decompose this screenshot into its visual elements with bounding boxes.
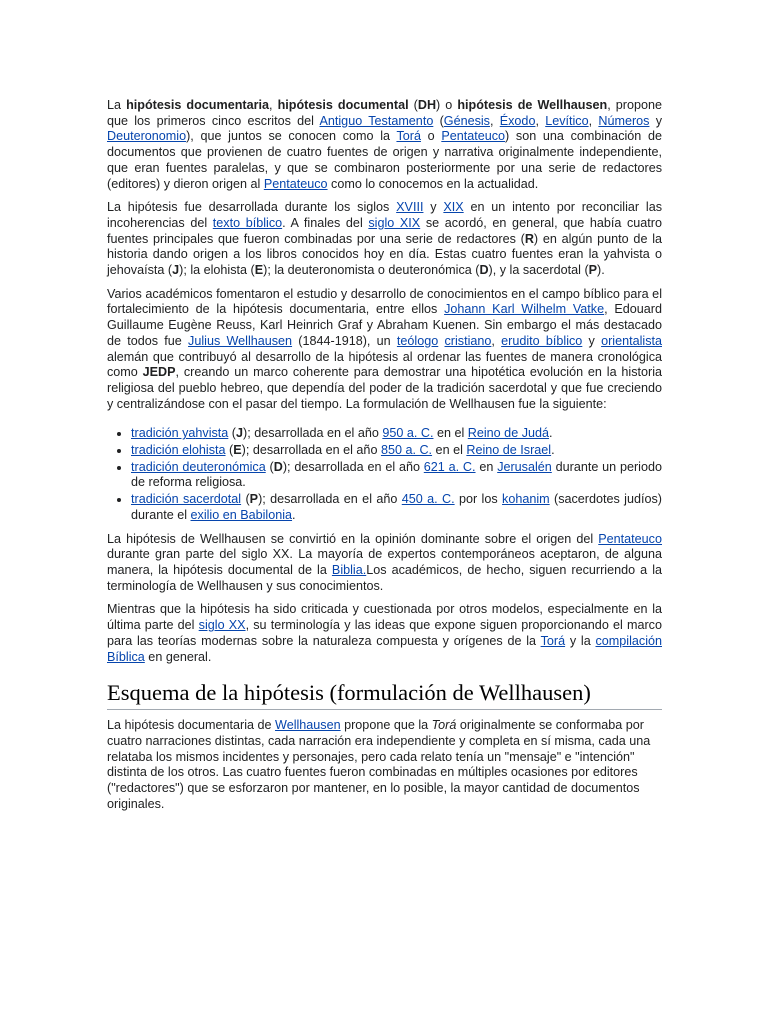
link-pentateuco[interactable]: Pentateuco [263,176,328,191]
list-item [131,443,662,459]
link-pentateuco[interactable]: Pentateuco [441,129,506,144]
list-item [131,492,662,523]
bold-term: E [254,263,264,278]
link-deuteronomio[interactable]: Deuteronomio [107,129,187,144]
bold-term: DH [417,98,437,112]
text: ); desarrollada en el año [258,492,402,507]
text: durante un periodo de reforma religiosa. [131,459,662,490]
link-siglo-xix[interactable]: siglo XIX [368,215,421,230]
text: alemán que contribuyó al desarrollo de la hipótesis al ordenar las fuentes de manera cronológica como [107,349,662,380]
bold-term: D [479,263,489,278]
link-erudito-biblico[interactable]: erudito bíblico [501,333,583,348]
text: ( [433,113,444,128]
paragraph-scholars [107,287,662,413]
link-reino-de-juda[interactable]: Reino de Judá [467,426,550,441]
link-numeros[interactable]: Números [598,113,650,128]
link-tradicion-sacerdotal[interactable]: tradición sacerdotal [131,492,242,507]
text: ); desarrollada en el año [243,426,383,441]
text: , Edouard Guillaume Eugène Reuss, Karl Heinrich Graf y Abraham Kuenen. Sin embargo el más destacado de todos fue [107,302,662,348]
bold-term: D [273,459,283,474]
link-genesis[interactable]: Génesis [443,113,490,128]
paragraph-criticism [107,602,662,665]
bold-term: hipótesis de Wellhausen [457,98,608,112]
link-texto-biblico[interactable]: texto bíblico [212,215,283,230]
link-pentateuco[interactable]: Pentateuco [598,531,662,546]
link-xviii[interactable]: XVIII [396,200,424,215]
list-item [131,426,662,442]
text: La [107,98,127,112]
text: ). [597,263,605,278]
text: en el [433,426,468,441]
link-levitico[interactable]: Levítico [545,113,589,128]
link-tora[interactable]: Torá [540,633,566,648]
text: o [420,129,442,144]
text: por los [454,492,503,507]
paragraph-development [107,200,662,279]
link-compilacion-biblica[interactable]: compilación Bíblica [107,633,662,664]
text: , creando un marco coherente para demostrar una hipotética evolución en la historia religiosa del pueblo hebreo, que dependía del poder de la tradición sacerdotal y que fue creciendo y centralizándose con el pasar del tiempo. La formulación de Wellhausen fue la siguiente: [107,365,663,411]
list-item [131,460,662,491]
text: ), y la sacerdotal ( [488,263,589,278]
text: ( [265,459,274,474]
text: se acordó, en general, que había cuatro fuentes principales que fueron combinadas por una serie de redactores ( [107,215,662,246]
link-antiguo-testamento[interactable]: Antiguo Testamento [319,113,434,128]
link-xix[interactable]: XIX [443,200,464,215]
text: ) en algún punto de la historia dando origen a los libros conocidos hoy en día. Estas cuatro fuentes eran la yahvista o jehovaísta ( [107,231,662,278]
text: (sacerdotes judíos) durante el [131,492,662,522]
bold-term: hipótesis documentaria [126,98,269,112]
text: propone que la [340,718,432,733]
text: ), que juntos se conocen como la [186,129,397,144]
link-reino-de-israel[interactable]: Reino de Israel [466,443,552,458]
link-vatke[interactable]: Johann Karl Wilhelm Vatke [444,302,605,317]
link-orientalista[interactable]: orientalista [601,333,662,348]
bold-term: E [233,443,242,458]
link-cristiano[interactable]: cristiano [444,333,492,348]
text: ( [228,426,237,441]
bold-term: JEDP [142,365,176,380]
italic-term: Torá [431,718,457,733]
text: . A finales del [282,215,369,230]
text: Los académicos, de hecho, siguen recurriendo a la terminología de Wellhausen y sus conocimientos. [107,562,663,593]
link-tradicion-deuteronomica[interactable]: tradición deuteronómica [131,459,266,474]
link-teologo[interactable]: teólogo [396,333,439,348]
text: , [535,113,546,128]
text: y [649,113,662,128]
paragraph-dominance [107,532,662,595]
sources-list [107,426,662,523]
article-body [107,98,662,820]
text: , [489,113,500,128]
link-wellhausen[interactable]: Julius Wellhausen [188,333,293,348]
link-exodo[interactable]: Éxodo [499,113,536,128]
text: La hipótesis de Wellhausen se convirtió en la opinión dominante sobre el origen del [107,531,599,546]
link-tradicion-elohista[interactable]: tradición elohista [131,443,226,458]
bold-term: P [588,263,598,278]
text: como lo conocemos en la actualidad. [327,176,539,191]
link-tora[interactable]: Torá [396,129,421,144]
link-biblia[interactable]: Biblia. [331,562,367,577]
text: en general. [144,649,212,664]
text: ); desarrollada en el año [282,459,424,474]
link-year[interactable]: 450 a. C. [401,492,455,507]
text: y la [565,633,596,648]
text: ( [225,443,234,458]
link-exilio-en-babilonia[interactable]: exilio en Babilonia [190,507,293,522]
text: originalmente se conformaba por cuatro narraciones distintas, cada narración era independiente y completa en sí misma, cada una relataba los mismos incidentes y personajes, pero cada relato tenía un "mensaje" e "intención" distinta de los otros. Las cuatro fuentes fueron combinadas en múltiples ocasiones por editores ("redactores") que se esforzaron por mantener, en lo posible, la mayor cantidad de documentos originales. [107,718,651,811]
section-heading: Esquema de la hipótesis (formulación de Wellhausen) [107,679,662,710]
text: ); desarrollada en el año [241,443,381,458]
text: ) o [436,98,458,112]
link-year[interactable]: 850 a. C. [380,443,433,458]
text: , su terminología y las ideas que expone siguen proporcionando el marco para las teorías modernas sobre la naturaleza compuesta y orígenes de la [107,618,662,648]
text: (1844-1918), un [292,333,397,348]
text: ) son una combinación de documentos que provienen de cuatro fuentes de origen y narrativa originalmente independiente, que eran fuentes paralelas, y que se combinaron posteriormente por una serie de redactores (editores) y dieron origen al [107,129,662,191]
text: La hipótesis documentaria de [107,718,276,733]
text: , [491,333,502,348]
paragraph-scheme [107,718,662,812]
link-siglo-xx[interactable]: siglo XX [198,618,246,633]
paragraph-intro [107,98,662,192]
bold-term: J [236,426,244,441]
link-tradicion-yahvista[interactable]: tradición yahvista [131,426,229,441]
text: , [269,98,278,112]
text: . [292,507,296,522]
text: ); la deuteronomista o deuteronómica ( [263,263,480,278]
text: La hipótesis fue desarrollada durante los siglos [107,200,397,215]
link-year[interactable]: 950 a. C. [382,426,434,441]
bold-term: R [524,231,534,246]
text: ( [241,492,250,507]
text: . [549,426,553,441]
text: y [582,333,602,348]
text: Mientras que la hipótesis ha sido criticada y cuestionada por otros modelos, especialmente en la última parte del [107,602,662,633]
text: Varios académicos fomentaron el estudio y desarrollo de conocimientos en el campo bíblico para el fortalecimiento de la hipótesis documentaria, entre ellos [107,286,662,317]
bold-term: hipótesis documental [277,98,409,112]
link-jerusalen[interactable]: Jerusalén [497,459,552,474]
bold-term: J [172,263,180,278]
text: en un intento por reconciliar las incoherencias del [107,200,663,230]
text: ); la elohista ( [179,263,255,278]
link-wellhausen[interactable]: Wellhausen [275,718,341,733]
text: ( [408,98,418,112]
text: , propone que los primeros cinco escritos del [107,98,662,128]
text: en el [432,443,467,458]
text: y [423,200,444,215]
bold-term: P [249,492,259,507]
link-year[interactable]: 621 a. C. [423,459,476,474]
text: , [588,113,599,128]
text: en [475,459,498,474]
link-kohanim[interactable]: kohanim [502,492,550,507]
text: durante gran parte del siglo XX. La mayoría de expertos contemporáneos aceptaron, de alguna manera, la hipótesis documental de la [107,547,662,577]
text: . [551,443,555,458]
